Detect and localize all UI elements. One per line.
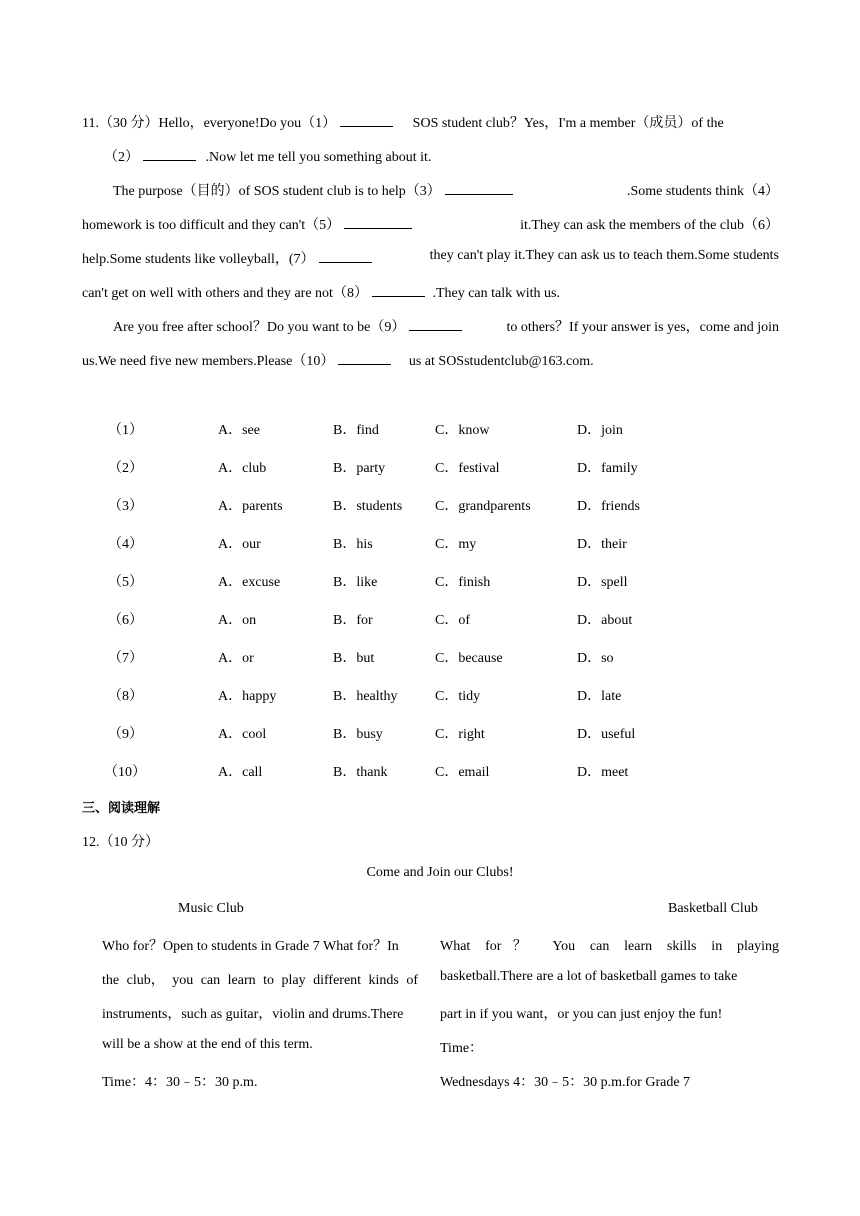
option-d[interactable]: D．late	[577, 689, 622, 704]
option-b[interactable]: B．find	[333, 423, 379, 438]
option-d[interactable]: D．friends	[577, 499, 640, 514]
option-c[interactable]: C．right	[435, 727, 485, 742]
passage-text: they can't play it.They can ask us to teach them.Some students	[429, 248, 779, 263]
music-club-line: the club， you can learn to play different kinds of	[102, 973, 419, 988]
passage-line-7	[113, 316, 779, 336]
passage-text: can't get on well with others and they are not（8）	[82, 286, 368, 301]
basketball-club-time-label: Time：	[440, 1041, 484, 1056]
option-b[interactable]: B．but	[333, 651, 375, 666]
passage-text: （2）	[104, 150, 139, 165]
option-a[interactable]: A．call	[218, 765, 263, 780]
passage-line-4	[82, 214, 779, 234]
passage-text: .They can talk with us.	[432, 286, 560, 301]
option-row	[0, 571, 860, 591]
option-b[interactable]: B．students	[333, 499, 403, 514]
passage-text: us.We need five new members.Please（10）	[82, 354, 335, 369]
passage-text: help.Some students like volleyball，(7）	[82, 252, 315, 267]
passage-text: it.They can ask the members of the club（6）	[520, 218, 779, 233]
passage-text: SOS student club？Yes，I'm a member（成员）of the	[412, 116, 724, 131]
option-d[interactable]: D．useful	[577, 727, 636, 742]
music-club-time: Time：4：30﹣5：30 p.m.	[102, 1075, 258, 1090]
option-row	[0, 647, 860, 667]
option-d[interactable]: D．spell	[577, 575, 628, 590]
answer-blank-5[interactable]	[344, 215, 412, 229]
option-number: （6）	[108, 613, 143, 628]
option-number: （10）	[104, 765, 146, 780]
passage-text: .Now let me tell you something about it.	[205, 150, 432, 165]
passage-text: to others？If your answer is yes，come and join	[506, 320, 779, 335]
option-d[interactable]: D．so	[577, 651, 614, 666]
option-a[interactable]: A．on	[218, 613, 257, 628]
option-number: （9）	[108, 727, 143, 742]
option-b[interactable]: B．for	[333, 613, 373, 628]
option-a[interactable]: A．see	[218, 423, 260, 438]
option-number: （7）	[108, 651, 143, 666]
passage-line-3	[113, 180, 779, 200]
option-row	[0, 533, 860, 553]
option-a[interactable]: A．club	[218, 461, 267, 476]
option-row	[0, 495, 860, 515]
option-d[interactable]: D．join	[577, 423, 623, 438]
clubs-title: Come and Join our Clubs!	[366, 865, 514, 880]
option-d[interactable]: D．their	[577, 537, 627, 552]
option-a[interactable]: A．cool	[218, 727, 267, 742]
answer-blank-2[interactable]	[143, 147, 196, 161]
option-c[interactable]: C．email	[435, 765, 490, 780]
option-number: （1）	[108, 423, 143, 438]
option-a[interactable]: A．happy	[218, 689, 277, 704]
option-a[interactable]: A．excuse	[218, 575, 281, 590]
answer-blank-8[interactable]	[372, 283, 425, 297]
option-a[interactable]: A．parents	[218, 499, 283, 514]
option-d[interactable]: D．meet	[577, 765, 629, 780]
option-row	[0, 761, 860, 781]
option-b[interactable]: B．thank	[333, 765, 388, 780]
option-c[interactable]: C．because	[435, 651, 503, 666]
passage-text: homework is too difficult and they can't（5）	[82, 218, 341, 233]
music-club-line: Who for？Open to students in Grade 7 What for？In	[102, 939, 399, 954]
option-row	[0, 609, 860, 629]
music-club-name: Music Club	[178, 901, 244, 916]
passage-line-2	[104, 146, 431, 166]
option-row	[0, 457, 860, 477]
option-b[interactable]: B．like	[333, 575, 378, 590]
option-c[interactable]: C．tidy	[435, 689, 481, 704]
option-number: （2）	[108, 461, 143, 476]
answer-blank-7[interactable]	[319, 249, 372, 263]
option-b[interactable]: B．healthy	[333, 689, 398, 704]
option-c[interactable]: C．my	[435, 537, 477, 552]
passage-text: Are you free after school？Do you want to be（9）	[113, 320, 406, 335]
option-a[interactable]: A．or	[218, 651, 254, 666]
option-b[interactable]: B．party	[333, 461, 386, 476]
basketball-club-time: Wednesdays 4：30﹣5：30 p.m.for Grade 7	[440, 1075, 691, 1090]
basketball-club-line: basketball.There are a lot of basketball games to take	[440, 969, 738, 984]
answer-blank-10[interactable]	[338, 351, 391, 365]
music-club-line: instruments，such as guitar，violin and drums.There	[102, 1007, 404, 1022]
passage-text: The purpose（目的）of SOS student club is to help（3）	[113, 184, 441, 199]
option-row	[0, 685, 860, 705]
option-c[interactable]: C．know	[435, 423, 490, 438]
option-c[interactable]: C．of	[435, 613, 470, 628]
option-c[interactable]: C．grandparents	[435, 499, 531, 514]
option-c[interactable]: C．finish	[435, 575, 491, 590]
option-number: （3）	[108, 499, 143, 514]
option-b[interactable]: B．his	[333, 537, 373, 552]
option-number: （4）	[108, 537, 143, 552]
option-b[interactable]: B．busy	[333, 727, 383, 742]
option-row	[0, 723, 860, 743]
answer-blank-1[interactable]	[340, 113, 393, 127]
option-d[interactable]: D．family	[577, 461, 638, 476]
option-a[interactable]: A．our	[218, 537, 261, 552]
passage-line-1	[82, 112, 724, 132]
passage-text: .Some students think（4）	[626, 184, 779, 199]
passage-text: 11.（30 分）Hello，everyone!Do you（1）	[82, 116, 337, 131]
option-row	[0, 419, 860, 439]
answer-blank-3[interactable]	[445, 181, 513, 195]
passage-line-8	[82, 350, 594, 370]
passage-text: us at SOSstudentclub@163.com.	[408, 354, 594, 369]
option-c[interactable]: C．festival	[435, 461, 500, 476]
option-d[interactable]: D．about	[577, 613, 633, 628]
music-club-line: will be a show at the end of this term.	[102, 1037, 313, 1052]
basketball-club-name: Basketball Club	[668, 901, 758, 916]
option-number: （8）	[108, 689, 143, 704]
passage-line-6	[82, 282, 560, 302]
basketball-club-line: part in if you want，or you can just enjoy the fun!	[440, 1007, 723, 1022]
section-heading: 三、阅读理解	[82, 801, 161, 816]
question-12-header: 12.（10 分）	[82, 835, 159, 850]
basketball-club-line: What for？ You can learn skills in playing	[440, 939, 779, 954]
passage-line-5	[82, 248, 779, 268]
answer-blank-9[interactable]	[409, 317, 462, 331]
option-number: （5）	[108, 575, 143, 590]
